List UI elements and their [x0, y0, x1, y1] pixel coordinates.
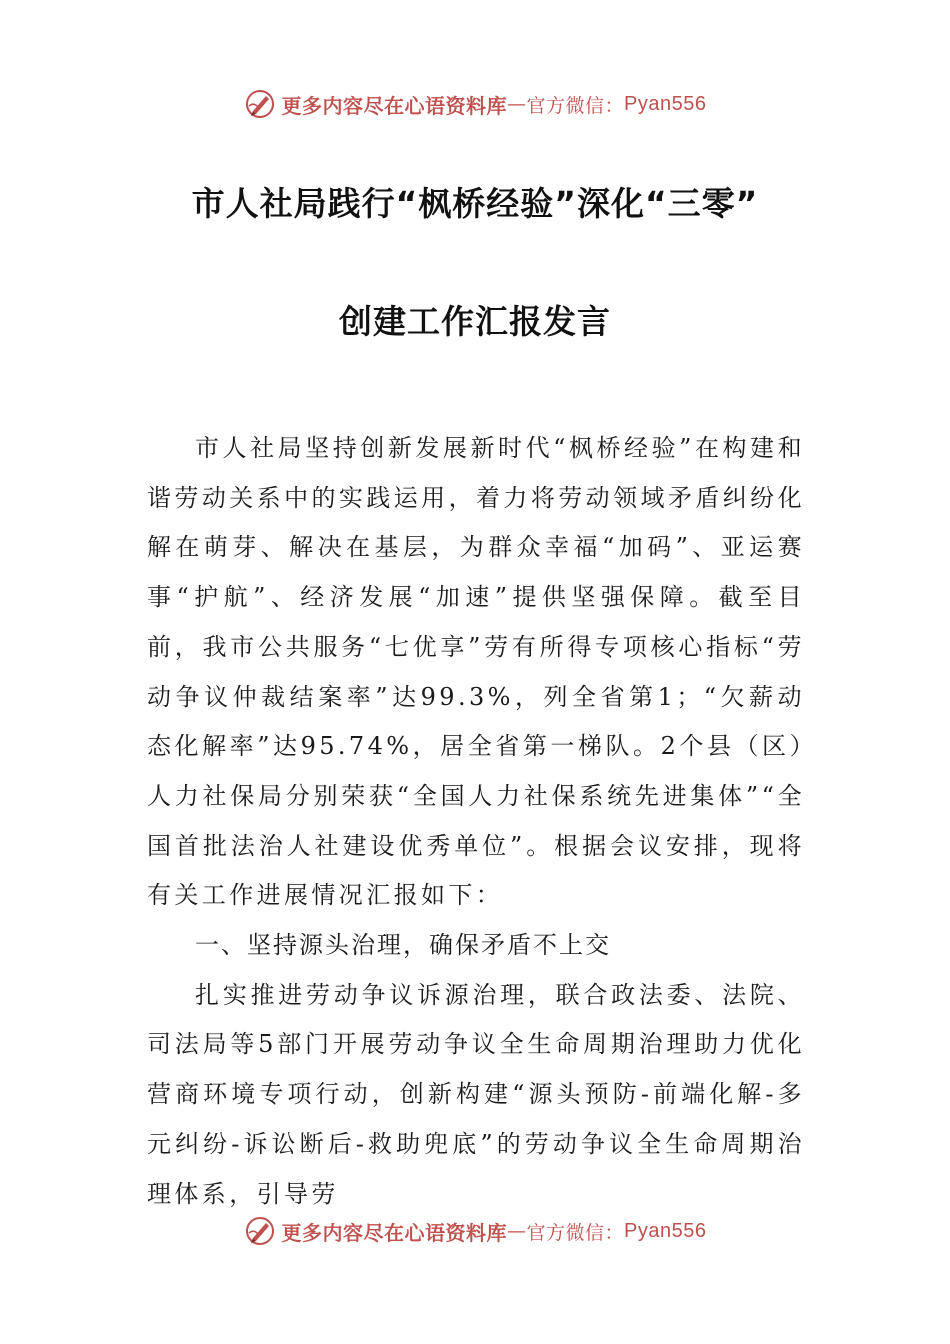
document-title-line-1: 市人社局践行“枫桥经验”深化“三零” — [191, 184, 759, 223]
watermark-main-text: 更多内容尽在心语资料库 — [281, 1220, 507, 1245]
watermark-id: Pyan556 — [624, 92, 707, 115]
document-body — [147, 424, 805, 1219]
watermark-sub-text: 官方微信： — [526, 1221, 625, 1244]
watermark-dash: — — [507, 1220, 527, 1242]
watermark-sub-text: 官方微信： — [526, 94, 625, 117]
watermark-main-text: 更多内容尽在心语资料库 — [281, 93, 507, 118]
watermark-id: Pyan556 — [624, 1219, 707, 1242]
watermark-dash: — — [507, 93, 527, 115]
paragraph-intro: 市人社局坚持创新发展新时代“枫桥经验”在构建和谐劳动关系中的实践运用，着力将劳动领域矛盾纠纷化解在萌芽、解决在基层，为群众幸福“加码”、亚运赛事“护航”、经济发展“加速”提供坚强保障。截至目前，我市公共服务“七优享”劳有所得专项核心指标“劳动争议仲裁结案率”达99.3%，列全省第1；“欠薪动态化解率”达95.74%，居全省第一梯队。2个县（区）人力社保局分别荣获“全国人力社保系统先进集体”“全国首批法治人社建设优秀单位”。根据会议安排，现将有关工作进展情况汇报如下： — [147, 434, 805, 910]
watermark-footer — [0, 1211, 950, 1251]
document-title-line-2: 创建工作汇报发言 — [339, 302, 611, 341]
pen-logo-icon — [244, 88, 276, 120]
watermark-header — [0, 84, 950, 124]
section-heading-1: 一、坚持源头治理，确保矛盾不上交 — [195, 931, 611, 960]
pen-logo-icon — [244, 1215, 276, 1247]
paragraph-section-1: 扎实推进劳动争议诉源治理，联合政法委、法院、司法局等5部门开展劳动争议全生命周期治理助力优化营商环境专项行动，创新构建“源头预防-前端化解-多元纠纷-诉讼断后-救助兜底”的劳动争议全生命周期治理体系，引导劳 — [147, 980, 805, 1208]
